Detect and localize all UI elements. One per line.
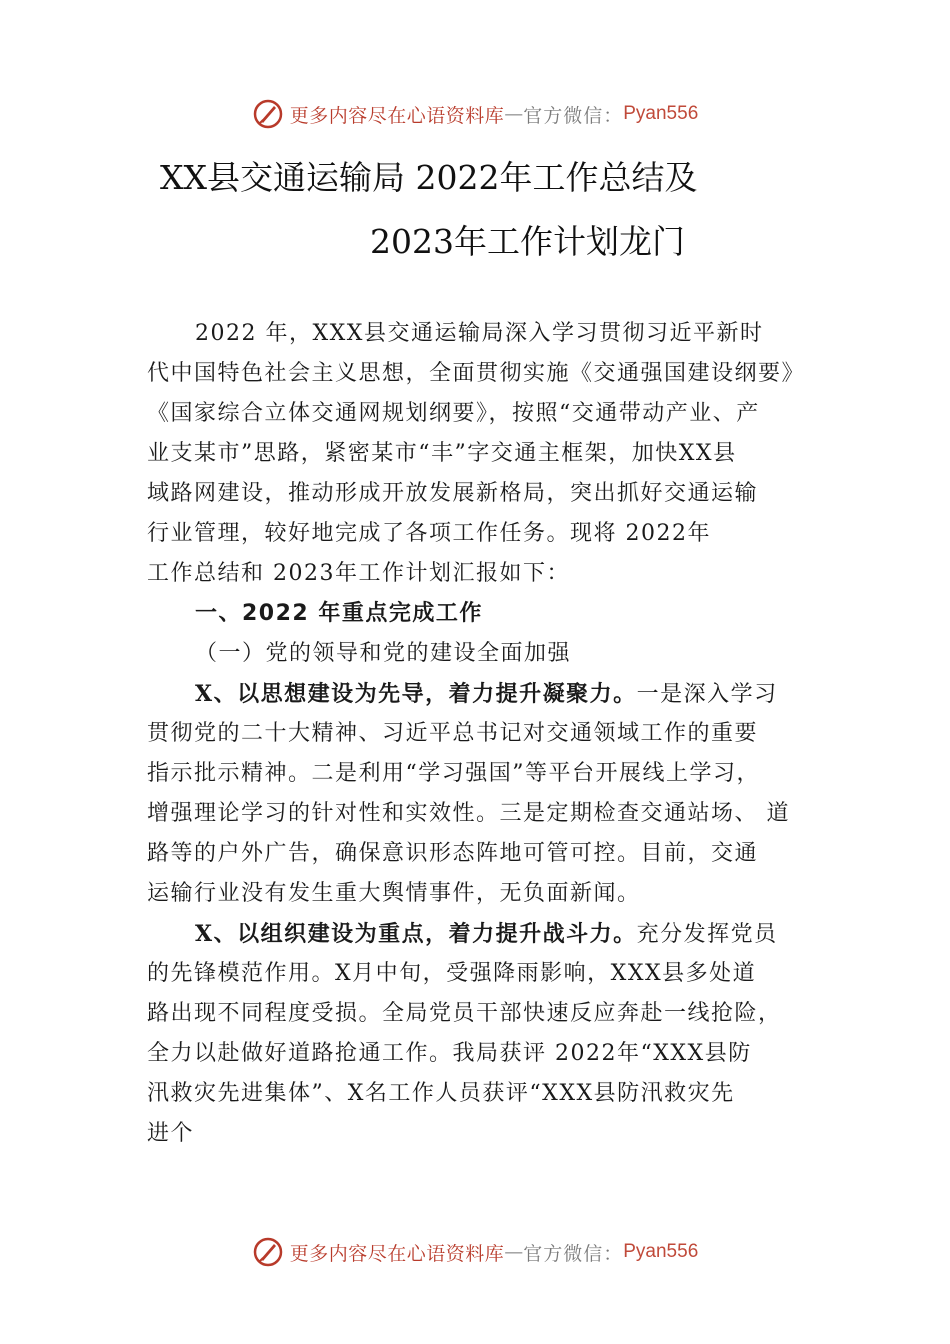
watermark-wechat-id: Pyan556 (623, 103, 699, 124)
para2-line: 全力以赴做好道路抢通工作。我局获评 2022年“XXX县防 (147, 1041, 752, 1066)
intro-line: 域路网建设，推动形成开放发展新格局，突出抓好交通运输 (147, 481, 759, 506)
doc-title-line-1: XX县交通运输局 2022年工作总结及 (160, 158, 698, 197)
watermark-official-label: 官方微信： (523, 104, 624, 127)
para2-line: 的先锋模范作用。X月中旬，受强降雨影响，XXX县多处道 (147, 961, 757, 986)
watermark-banner-top (0, 94, 950, 134)
quill-seal-icon (252, 1236, 284, 1268)
para2-first-line (147, 914, 819, 954)
para1-line: 贯彻党的二十大精神、习近平总书记对交通领域工作的重要 (147, 721, 759, 746)
watermark-main-text: 更多内容尽在心语资料库 (289, 1242, 505, 1265)
watermark-wechat-id: Pyan556 (623, 1241, 699, 1262)
watermark-banner-bottom (0, 1232, 950, 1272)
intro-line: 业支某市”思路，紧密某市“丰”字交通主框架，加快XX县 (147, 441, 737, 466)
intro-line: 行业管理，较好地完成了各项工作任务。现将 2022年 (147, 521, 711, 546)
para1-line: 路等的户外广告，确保意识形态阵地可管可控。目前，交通 (147, 841, 759, 866)
para2-lead: X、以组织建设为重点，着力提升战斗力。 (195, 921, 637, 947)
para2-line: 汛救灾先进集体”、X名工作人员获评“XXX县防汛救灾先 (147, 1081, 735, 1106)
watermark-dash: — (504, 1241, 524, 1263)
intro-line: 2022 年，XXX县交通运输局深入学习贯彻习近平新时 (195, 321, 764, 346)
section-heading: 一、2022 年重点完成工作 (195, 601, 483, 626)
para1-first-rest: 一是深入学习 (636, 682, 778, 707)
watermark-dash: — (504, 103, 524, 125)
doc-title-line-2: 2023年工作计划龙门 (370, 222, 685, 261)
intro-line: 《国家综合立体交通网规划纲要》，按照“交通带动产业、产 (147, 401, 760, 426)
para1-line: 增强理论学习的针对性和实效性。三是定期检查交通站场、 道 (147, 801, 790, 826)
watermark-official-label: 官方微信： (523, 1242, 624, 1265)
para1-lead: X、以思想建设为先导，着力提升凝聚力。 (195, 681, 637, 707)
para1-line: 指示批示精神。二是利用“学习强国”等平台开展线上学习， (147, 761, 760, 786)
para2-line: 路出现不同程度受损。全局党员干部快速反应奔赴一线抢险， (147, 1001, 782, 1026)
document-body (147, 314, 819, 1154)
intro-line: 代中国特色社会主义思想，全面贯彻实施《交通强国建设纲要》 (147, 361, 806, 386)
intro-line: 工作总结和 2023年工作计划汇报如下： (147, 561, 570, 586)
para2-line: 进个 (147, 1121, 195, 1146)
section-subheading: （一）党的领导和党的建设全面加强 (195, 641, 572, 666)
para1-first-line (147, 674, 819, 714)
para2-first-rest: 充分发挥党员 (636, 922, 778, 947)
watermark-main-text: 更多内容尽在心语资料库 (289, 104, 505, 127)
quill-seal-icon (252, 98, 284, 130)
para1-line: 运输行业没有发生重大舆情事件，无负面新闻。 (147, 881, 641, 906)
